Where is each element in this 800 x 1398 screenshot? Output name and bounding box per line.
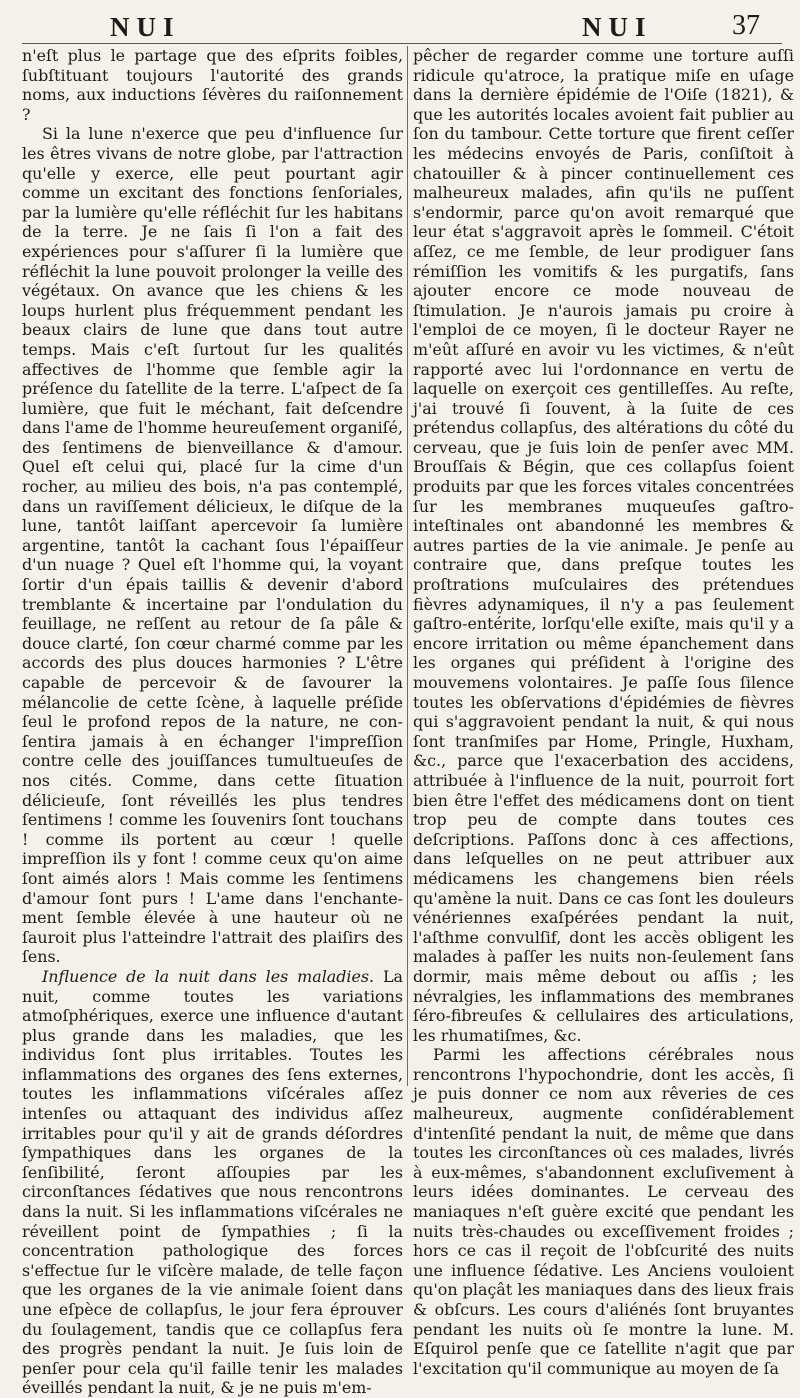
running-head-right: NUI — [582, 12, 653, 42]
running-head-left: NUI — [110, 12, 181, 42]
page-header — [22, 8, 794, 44]
page-number: 37 — [732, 10, 760, 41]
header-rule — [22, 43, 782, 44]
left-column — [22, 46, 404, 1398]
section-heading: Influence de la nuit dans les maladies. — [42, 966, 375, 986]
paragraph: Si la lune n'exerce que peu d'influence ſur les êtres vivans de notre globe, par l'attraction qu'elle y exerce, elle peut pourtant agir comme un excitant des fonctions ſenſoriales, par la lumière qu'elle réfléchit ſur les habitans de la terre. Je ne ſais ſi l'on a fait des expériences pour s'aſſurer ſi la lumière que réfléchit la lune pouvoit prolonger la veille des végétaux. On avance que les chiens & les loups hurlent plus fréquemment pendant les beaux clairs de lune que dans tout autre temps. Mais c'eſt ſurtout ſur les qualités affectives de l'homme que ſemble agir la préſence du ſatellite de la terre. L'aſpect de ſa lumière, que fuit le méchant, fait deſcendre dans l'ame de l'homme heureuſement organiſé, des ſentimens de bienveillance & d'amour. Quel eſt celui qui, placé ſur la cime d'un rocher, au milieu des bois, n'a pas contemplé, dans un raviſſement délicieux, le diſque de la lune, tantôt laiſſant apercevoir ſa lumière argentine, tantôt la cachant ſous l'épaiſſeur d'un nuage ? Quel eſt l'homme qui, la voyant ſortir d'un épais taillis & devenir d'abord tremblante & incertaine par l'ondulation du feuillage, ne reſſent au retour de ſa pâle & douce clarté, ſon cœur charmé comme par les accords des plus douces harmonies ? L'être capable de percevoir & de ſavourer la mélancolie de cette ſcène, à laquelle préſide ſeul le profond repos de la nature, ne conſentira jamais à en échanger l'impreſſion contre celle des jouiſſances tumultueuſes de nos cités. Comme, dans cette ſituation délicieuſe, ſont réveillés les plus tendres ſentimens ! comme les ſouvenirs ſont touchans ! comme ils portent au cœur ! quelle impreſſion ils y font ! comme ceux qu'on aime ſont aimés alors ! Mais comme les ſentimens d'amour ſont purs ! L'ame dans l'enchantement ſemble élevée à une hauteur où ne ſauroit plus l'atteindre l'attrait des plaiſirs des ſens. — [22, 124, 404, 967]
right-column — [413, 46, 794, 1378]
paragraph: Parmi les affections cérébrales nous rencontrons l'hypochondrie, dont les accès, ſi je puis donner ce nom aux rêveries de ces malheureux, augmente conſidérablement d'intenſité pendant la nuit, de même que dans toutes les circonſtances où ces malades, livrés à eux-mêmes, s'abandonnent excluſivement à leurs idées dominantes. Le cerveau des maniaques n'eſt guère excité que pendant les nuits très-chaudes ou exceſſivement froides ; hors ce cas il reçoit de l'obſcurité des nuits une influence ſédative. Les Anciens vouloient qu'on plaçât les maniaques dans des lieux frais & obſcurs. Les cours d'aliénés ſont bruyantes pendant les nuits où ſe montre la lune. M. Eſquirol penſe que ce ſatellite n'agit que par l'excitation qu'il communique au moyen de ſa — [413, 1045, 794, 1378]
paragraph-body: La nuit, comme toutes les variations atmoſphériques, exerce une influence d'autant plus grande dans les maladies, que les individus ſont plus irritables. Toutes les inflammations des organes des ſens externes, toutes les inflammations viſcérales aſſez intenſes ou attaquant des individus aſſez irritables pour qu'il y ait de grands déſordres ſympathiques dans les organes de la ſenſibilité, ſeront aſſoupies par les circonſtances ſédatives que nous rencontrons dans la nuit. Si les inflammations viſcérales ne réveillent point de ſympathies ; ſi la concentration pathologique des forces s'effectue ſur le viſcère malade, de telle façon que les organes de la vie animale ſoient dans une eſpèce de collapſus, le jour fera éprouver du ſoulagement, tandis que ce collapſus fera des progrès pendant la nuit. Je ſuis loin de penſer pour cela qu'il faille tenir les malades éveillés pendant la nuit, & je ne puis m'em- — [22, 966, 403, 1398]
paragraph-influence — [22, 967, 403, 1398]
paragraph: n'eſt plus le partage que des eſprits foibles, ſubſtituant toujours l'autorité des grands noms, aux inductions ſévères du raiſonnement ? — [22, 46, 403, 124]
column-divider — [407, 46, 408, 1086]
paragraph: pêcher de regarder comme une torture auſſi ridicule qu'atroce, la pratique miſe en uſage dans la dernière épidémie de l'Oiſe (1821), & que les autorités locales avoient fait publier au ſon du tambour. Cette torture que firent ceſſer les médecins envoyés de Paris, conſiſtoit à chatouiller & à pincer continuellement ces malheureux malades, afin qu'ils ne puſſent s'endormir, parce qu'on avoit remarqué que leur état s'aggravoit après le ſommeil. C'étoit aſſez, ce me ſemble, de leur prodiguer ſans rémiſſion les vomitifs & les purgatifs, ſans ajouter encore ce mode nouveau de ſtimulation. Je n'aurois jamais pu croire à l'emploi de ce moyen, ſi le docteur Rayer ne m'eût aſſuré en avoir vu les victimes, & n'eût rapporté avec lui l'ordonnance en vertu de laquelle on exerçoit ces gentilleſſes. Au reſte, j'ai trouvé ſi ſouvent, à la ſuite de ces prétendus collapſus, des altérations du côté du cerveau, que je ſuis loin de penſer avec MM. Brouſſais & Bégin, que ces collapſus ſoient produits par que les forces vitales concentrées ſur les membranes muqueuſes gaſtro-inteſtinales ont abandonné les membres & autres parties de la vie animale. Je penſe au contraire que, dans preſque toutes les proſtrations muſculaires des prétendues fièvres adynamiques, il n'y a pas ſeulement gaſtro-entérite, lorſqu'elle exiſte, mais qu'il y a encore irritation ou même épanchement dans les organes qui préſident à l'origine des mouvemens volontaires. Je paſſe ſous ſilence toutes les obſervations d'épidémies de fièvres qui s'aggravoient pendant la nuit, & qui nous ſont tranſmiſes par Home, Pringle, Huxham, &c., parce que l'exacerbation des accidens, attribuée à l'influence de la nuit, pourroit fort bien être l'effet des médicamens dont on tient trop peu de compte dans toutes ces deſcriptions. Paſſons donc à ces affections, dans leſquelles on ne peut attribuer aux médicamens les changemens bien réels qu'amène la nuit. Dans ce cas ſont les douleurs vénériennes exaſpérées pendant la nuit, l'aſthme convulſif, dont les accès obligent les malades à paſſer les nuits non-ſeulement ſans dormir, mais même debout ou aſſis ; les névralgies, les inflammations des membranes ſéro-fibreuſes & cellulaires des articulations, les rhumatiſmes, &c. — [413, 46, 794, 1045]
text-columns — [22, 46, 794, 1398]
